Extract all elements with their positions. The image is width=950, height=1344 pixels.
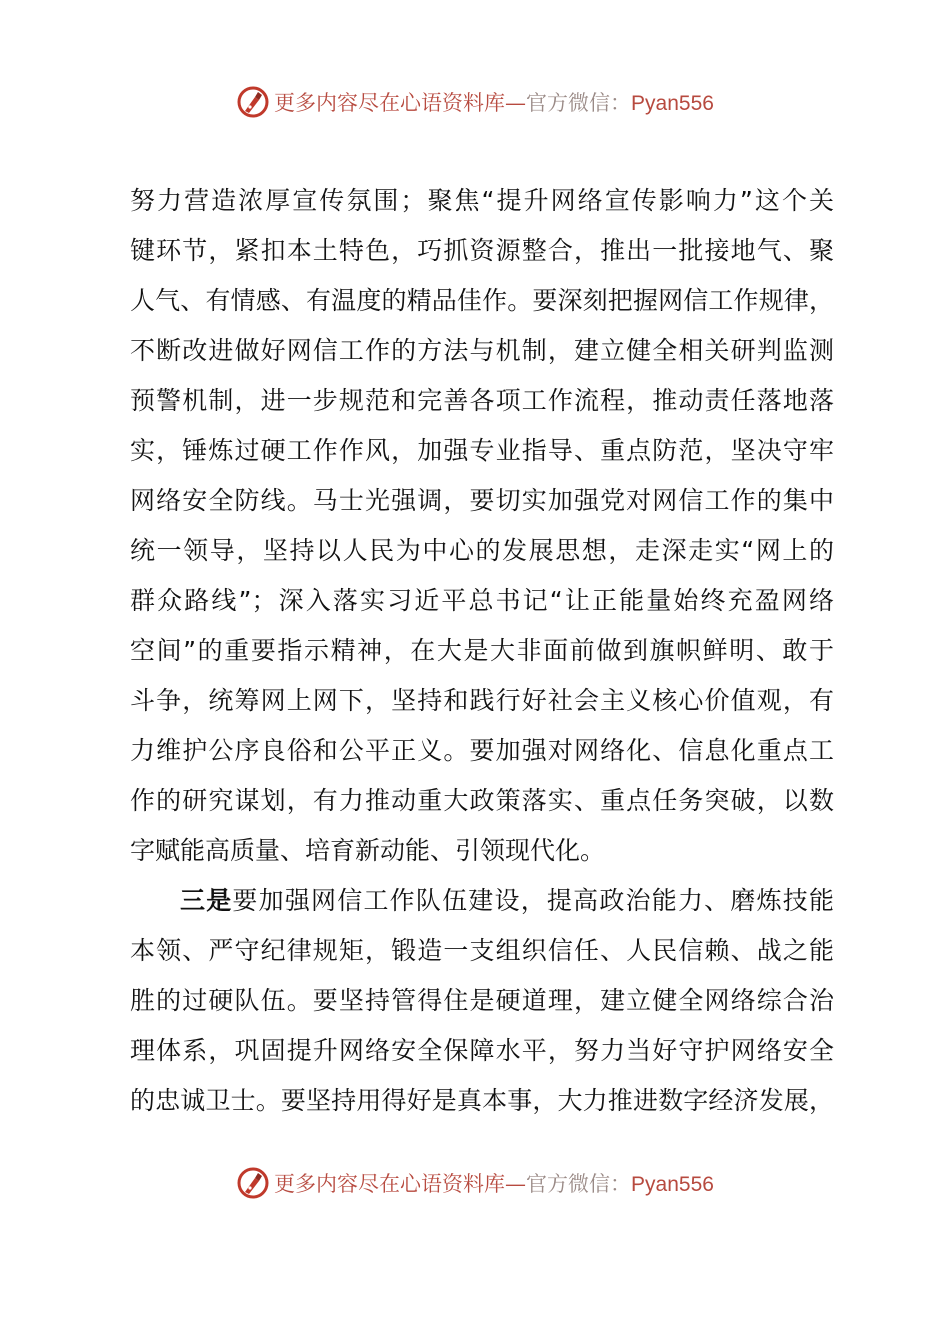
paragraph-first-line [130,876,834,926]
text-line: 的忠诚卫士。要坚持用得好是真本事，大力推进数字经济发展， [130,1086,834,1115]
banner-brand: 更多内容尽在心语资料库 [274,1172,506,1196]
banner-wechat-label: 官方微信： [526,1172,632,1196]
text-line: 实，锤炼过硬工作作风，加强专业指导、重点防范，坚决守牢 [130,436,834,465]
text-line: 胜的过硬队伍。要坚持管得住是硬道理，建立健全网络综合治 [130,986,834,1015]
text-line: 理体系，巩固提升网络安全保障水平，努力当好守护网络安全 [130,1036,834,1065]
text-line: 群众路线”；深入落实习近平总书记“让正能量始终充盈网络 [130,586,834,615]
header-banner [0,82,950,122]
text-line: 字赋能高质量、培育新动能、引领现代化。 [130,836,606,865]
text-line: 预警机制，进一步规范和完善各项工作流程，推动责任落地落 [130,386,834,415]
text-line: 斗争，统筹网上网下，坚持和践行好社会主义核心价值观，有 [130,686,834,715]
pen-nib-icon [236,85,270,119]
pen-nib-icon [236,1166,270,1200]
banner-text [274,1168,714,1198]
banner-account: Pyan556 [631,1173,714,1196]
banner-separator: — [505,1172,527,1196]
text-line: 力维护公序良俗和公平正义。要加强对网络化、信息化重点工 [130,736,834,765]
text-line: 统一领导，坚持以人民为中心的发展思想，走深走实“网上的 [130,536,834,565]
banner-brand: 更多内容尽在心语资料库 [274,91,506,115]
text-line: 努力营造浓厚宣传氛围；聚焦“提升网络宣传影响力”这个关 [130,186,834,215]
text-line: 网络安全防线。马士光强调，要切实加强党对网信工作的集中 [130,486,834,515]
text-line: 不断改进做好网信工作的方法与机制，建立健全相关研判监测 [130,336,834,365]
banner-text [274,87,714,117]
banner-separator: — [505,91,527,115]
banner-wechat-label: 官方微信： [526,91,632,115]
text-line: 作的研究谋划，有力推动重大政策落实、重点任务突破，以数 [130,786,834,815]
text-line: 人气、有情感、有温度的精品佳作。要深刻把握网信工作规律， [130,286,834,315]
paragraph-first-text: 要加强网信工作队伍建设，提高政治能力、磨炼技能 [232,886,834,915]
paragraph-lead: 三是 [180,886,233,915]
text-line: 键环节，紧扣本土特色，巧抓资源整合，推出一批接地气、聚 [130,236,834,265]
text-line: 本领、严守纪律规矩，锻造一支组织信任、人民信赖、战之能 [130,936,834,965]
banner-account: Pyan556 [631,92,714,115]
footer-banner [0,1163,950,1203]
text-line: 空间”的重要指示精神，在大是大非面前做到旗帜鲜明、敢于 [130,636,834,665]
document-body [130,176,834,1126]
